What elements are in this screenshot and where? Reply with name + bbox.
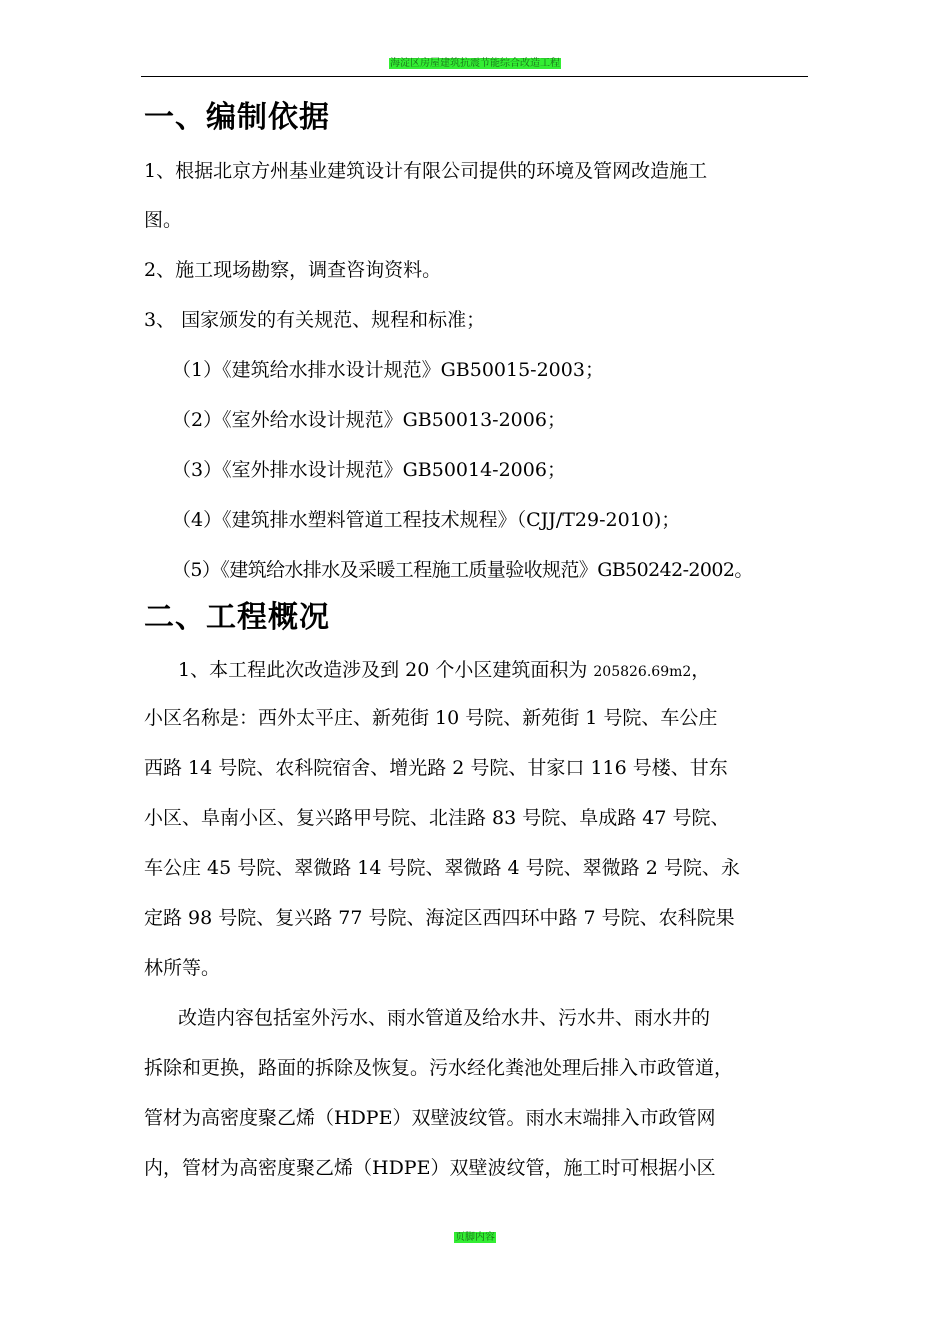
p1-line4: 小区、阜南小区、复兴路甲号院、北洼路 83 号院、阜成路 47 号院、 bbox=[144, 807, 730, 829]
item1-line2: 图。 bbox=[144, 209, 183, 231]
p1-line1 bbox=[178, 657, 710, 685]
p1-line2: 小区名称是：西外太平庄、新苑街 10 号院、新苑街 1 号院、车公庄 bbox=[144, 707, 718, 729]
section1-title: 一、编制依据 bbox=[144, 100, 330, 135]
p2-line1: 改造内容包括室外污水、雨水管道及给水井、污水井、雨水井的 bbox=[178, 1007, 711, 1029]
standard-5: （5）《建筑给水排水及采暖工程施工质量验收规范》GB50242-2002。 bbox=[172, 559, 753, 581]
footer-text: 页脚内容 bbox=[455, 1232, 495, 1243]
p1-line6: 定路 98 号院、复兴路 77 号院、海淀区西四环中路 7 号院、农科院果 bbox=[144, 907, 735, 929]
header-rule bbox=[141, 76, 808, 77]
item3: 3、 国家颁发的有关规范、规程和标准； bbox=[144, 309, 486, 331]
p2-line2: 拆除和更换，路面的拆除及恢复。污水经化粪池处理后排入市政管道， bbox=[144, 1057, 734, 1079]
section2-title: 二、工程概况 bbox=[144, 600, 330, 635]
item1-line1: 1、根据北京方州基业建筑设计有限公司提供的环境及管网改造施工 bbox=[144, 160, 708, 182]
p1-line3: 西路 14 号院、农科院宿舍、增光路 2 号院、甘家口 116 号楼、甘东 bbox=[144, 757, 728, 779]
p1-line1-text: 1、本工程此次改造涉及到 20 个小区建筑面积为 bbox=[178, 659, 594, 681]
standard-4: （4）《建筑排水塑料管道工程技术规程》（CJJ/T29-2010)； bbox=[172, 509, 681, 531]
p1-line5: 车公庄 45 号院、翠微路 14 号院、翠微路 4 号院、翠微路 2 号院、永 bbox=[144, 857, 740, 879]
standard-3: （3）《室外排水设计规范》GB50014-2006； bbox=[172, 459, 566, 481]
p1-line1-end: ， bbox=[691, 659, 711, 681]
building-area: 205826.69m2 bbox=[593, 664, 692, 680]
header-text: 海淀区房屋建筑抗震节能综合改造工程 bbox=[390, 58, 560, 69]
page-header bbox=[0, 57, 950, 70]
standard-1: （1）《建筑给水排水设计规范》GB50015-2003； bbox=[172, 359, 604, 381]
item2: 2、施工现场勘察，调查咨询资料。 bbox=[144, 259, 442, 281]
p2-line4: 内，管材为高密度聚乙烯（HDPE）双壁波纹管，施工时可根据小区 bbox=[144, 1157, 716, 1179]
page-footer bbox=[0, 1231, 950, 1244]
p1-line7: 林所等。 bbox=[144, 957, 221, 979]
p2-line3: 管材为高密度聚乙烯（HDPE）双壁波纹管。雨水末端排入市政管网 bbox=[144, 1107, 716, 1129]
standard-2: （2）《室外给水设计规范》GB50013-2006； bbox=[172, 409, 566, 431]
